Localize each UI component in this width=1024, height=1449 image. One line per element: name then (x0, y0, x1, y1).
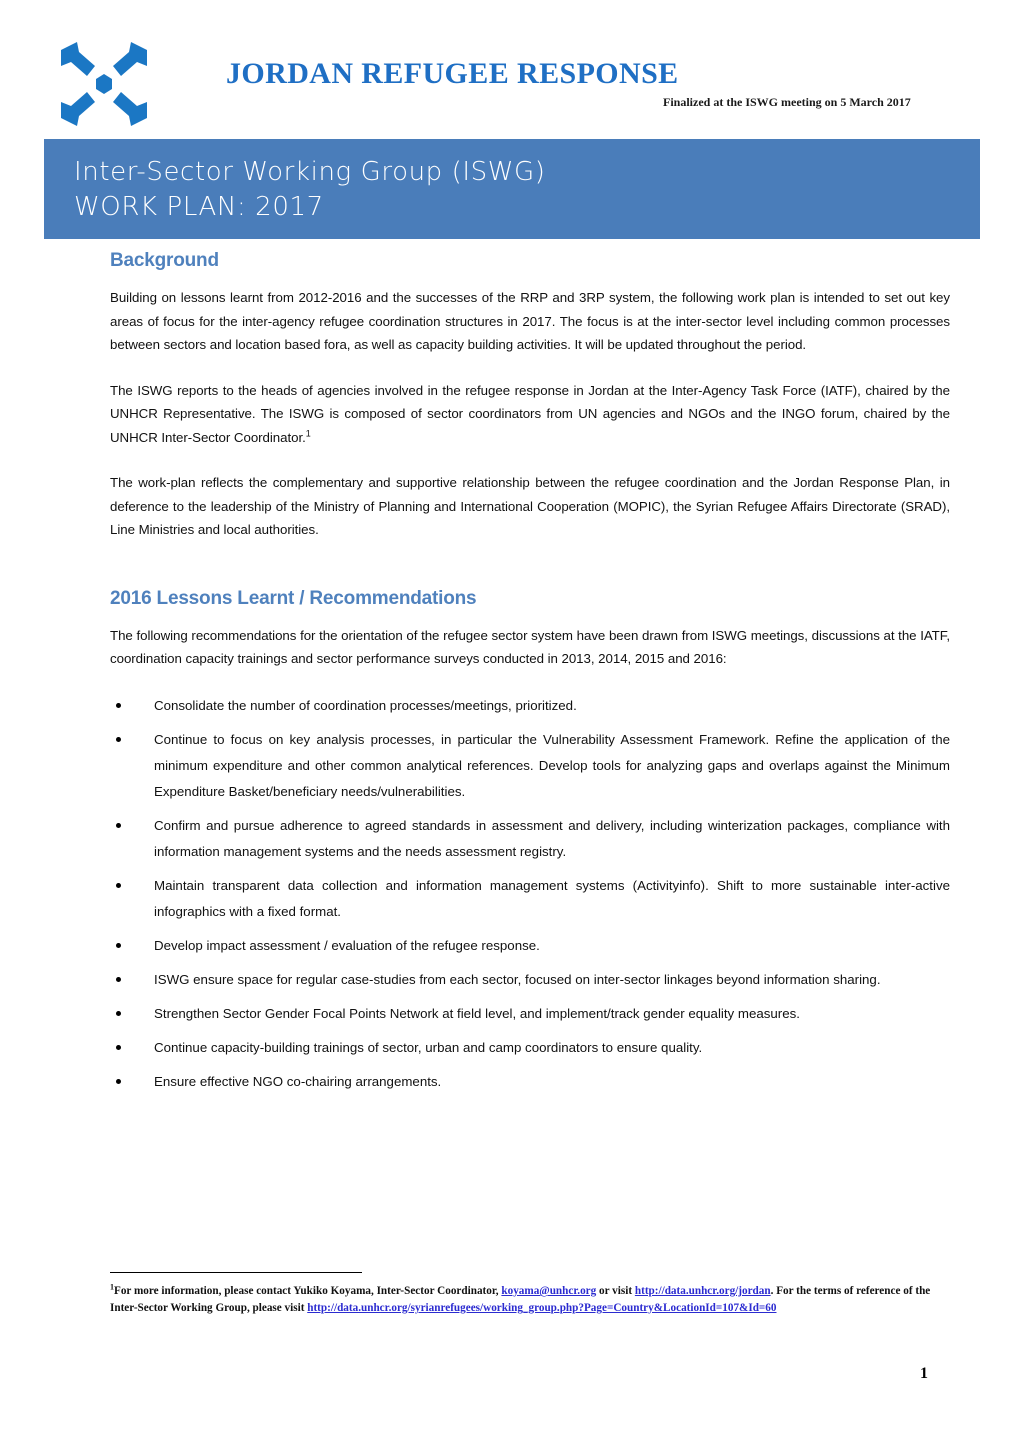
four-arrows-converging-icon (57, 38, 151, 130)
list-item (110, 1001, 950, 1027)
section-heading-lessons-learnt: 2016 Lessons Learnt / Recommendations (110, 587, 477, 609)
list-item (110, 1069, 950, 1095)
section-spacer (110, 564, 950, 588)
bullet-point-icon (116, 977, 121, 982)
bullet-point-icon (116, 1079, 121, 1084)
bullet-point-icon (116, 1011, 121, 1016)
list-item-text: Continue capacity-building trainings of sector, urban and camp coordinators to ensure quality. (154, 1039, 703, 1055)
document-header (0, 0, 1024, 136)
list-item-text: Develop impact assessment / evaluation of the refugee response. (154, 937, 540, 953)
list-item (110, 873, 950, 925)
list-item-text: Confirm and pursue adherence to agreed standards in assessment and delivery, including winterization packages, compliance with information management systems and the needs assessment registry. (154, 817, 950, 859)
footnote-marker: 1 (110, 1282, 114, 1292)
footnote-block (110, 1272, 950, 1317)
brand-title: JORDAN REFUGEE RESPONSE (226, 57, 679, 90)
background-paragraph-3: The work-plan reflects the complementary and supportive relationship between the refugee coordination and the Jordan Response Plan, in deference to the leadership of the Ministry of Planning and International Cooperation (MOPIC), the Syrian Refugee Affairs Directorate (SRAD), Line Ministries and local authorities. (110, 475, 950, 537)
list-item-text: Consolidate the number of coordination processes/meetings, prioritized. (154, 697, 577, 713)
bullet-point-icon (116, 737, 121, 742)
footnote-text-mid: or visit (596, 1285, 635, 1297)
footnote-working-group-link[interactable]: http://data.unhcr.org/syrianrefugees/working_group.php?Page=Country&LocationId=107&Id=60 (307, 1302, 777, 1314)
list-item (110, 933, 950, 959)
list-item (110, 967, 950, 993)
footnote-jordan-portal-link[interactable]: http://data.unhcr.org/jordan (634, 1285, 771, 1297)
background-paragraph-1: Building on lessons learnt from 2012-2016 and the successes of the RRP and 3RP system, the following work plan is intended to set out key areas of focus for the inter-agency refugee coordination structures in 2017. The focus is at the inter-sector level including common processes between sectors and location based fora, as well as capacity building activities. It will be updated throughout the period. (110, 290, 950, 352)
banner-title-line-2: WORK PLAN: 2017 (74, 192, 324, 222)
list-item-text: Ensure effective NGO co-chairing arrangements. (154, 1073, 442, 1089)
background-paragraph-2 (110, 379, 950, 450)
page-number: 1 (920, 1365, 928, 1382)
list-item (110, 1035, 950, 1061)
list-item (110, 727, 950, 805)
bullet-point-icon (116, 883, 121, 888)
bullet-point-icon (116, 1045, 121, 1050)
footnote-email-link[interactable]: koyama@unhcr.org (501, 1285, 597, 1297)
footnote-text-before-email: For more information, please contact Yukiko Koyama, Inter-Sector Coordinator, (114, 1285, 502, 1297)
lessons-learnt-intro: The following recommendations for the orientation of the refugee sector system have been drawn from ISWG meetings, discussions at the IATF, coordination capacity trainings and sector performance surveys conducted in 2013, 2014, 2015 and 2016: (110, 627, 950, 666)
footnote-content (110, 1283, 950, 1317)
list-item-text: ISWG ensure space for regular case-studies from each sector, focused on inter-sector linkages beyond information sharing. (154, 971, 881, 987)
footnote-reference-1: 1 (305, 428, 311, 439)
bullet-point-icon (116, 943, 121, 948)
finalized-date-note: Finalized at the ISWG meeting on 5 March 2017 (663, 95, 911, 109)
list-item-text: Strengthen Sector Gender Focal Points Network at field level, and implement/track gender equality measures. (154, 1005, 800, 1021)
bullet-point-icon (116, 703, 121, 708)
list-item-text: Continue to focus on key analysis processes, in particular the Vulnerability Assessment Framework. Refine the application of the minimum expenditure and other common analytical references. Develop tools for analyzing gaps and overlaps against the Minimum Expenditure Basket/beneficiary needs/vulnerabilities. (154, 731, 950, 799)
list-item (110, 693, 950, 719)
list-item-text: Maintain transparent data collection and information management systems (Activityinfo). Shift to more sustainable inter-active infographics with a fixed format. (154, 877, 950, 919)
list-item (110, 813, 950, 865)
footnote-text-after: . For the terms of reference of the Inter-Sector Working Group, please visit (110, 1285, 931, 1314)
background-paragraph-2-text: The ISWG reports to the heads of agencies involved in the refugee response in Jordan at the Inter-Agency Task Force (IATF), chaired by the UNHCR Representative. The ISWG is composed of sector coordinators from UN agencies and NGOs and the INGO forum, chaired by the UNHCR Inter-Sector Coordinator. (110, 382, 950, 445)
section-heading-background: Background (110, 250, 219, 271)
footnote-separator (110, 1272, 362, 1273)
recommendations-list (110, 693, 950, 1095)
title-banner (44, 139, 980, 239)
banner-title-line-1: Inter-Sector Working Group (ISWG) (74, 157, 546, 187)
bullet-point-icon (116, 823, 121, 828)
document-body (110, 250, 950, 1103)
